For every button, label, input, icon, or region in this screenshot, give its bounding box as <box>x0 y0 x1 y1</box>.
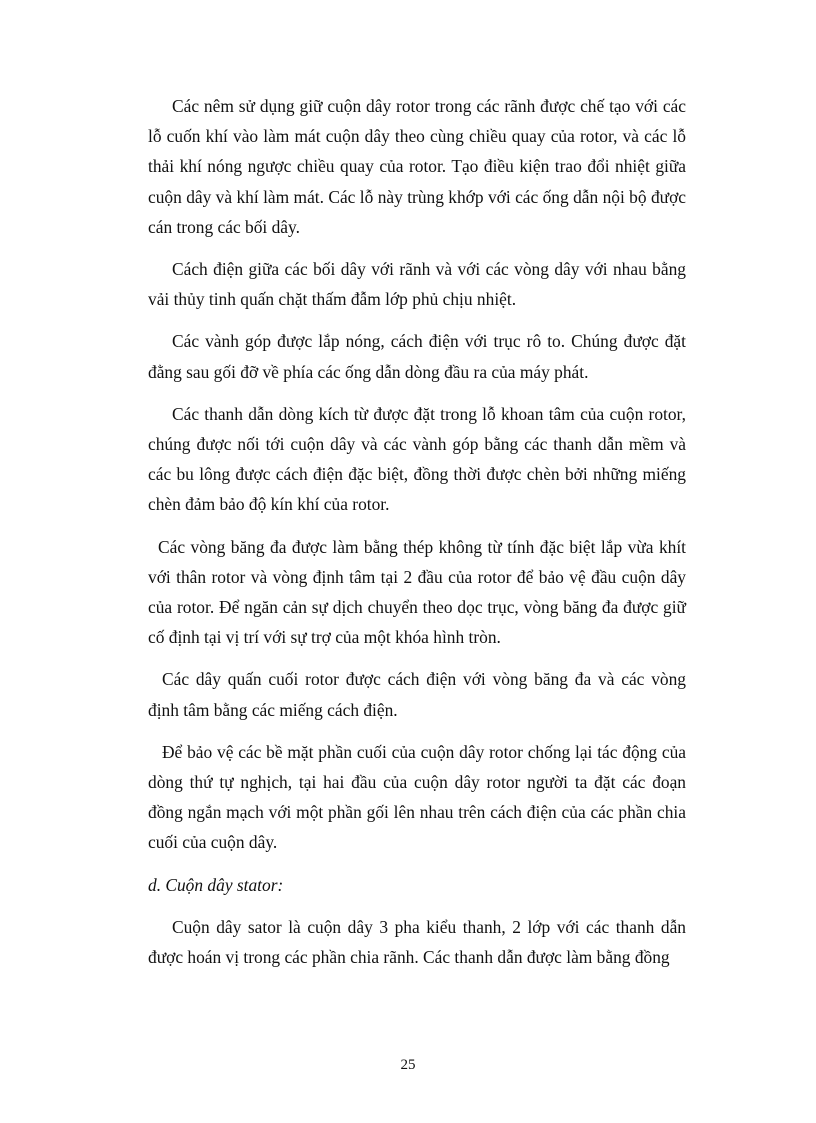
paragraph-rotor-wedges: Các nêm sử dụng giữ cuộn dây rotor trong các rãnh được chế tạo với các lỗ cuốn khí vào làm mát cuộn dây theo cùng chiều quay của rotor, và các lỗ thải khí nóng ngược chiều quay của rotor. Tạo điều kiện trao đổi nhiệt giữa cuộn dây và khí làm mát. Các lỗ này trùng khớp với các ống dẫn nội bộ được cán trong các bối dây. <box>148 96 686 237</box>
section-heading-stator-winding: d. Cuộn dây stator: <box>148 874 284 895</box>
paragraph-excitation-bars: Các thanh dẫn dòng kích từ được đặt trong lỗ khoan tâm của cuộn rotor, chúng được nối tới cuộn dây và các vành góp bằng các thanh dẫn mềm và các bu lông được cách điện đặc biệt, đồng thời được chèn bởi những miếng chèn đảm bảo độ kín khí của rotor. <box>148 403 686 515</box>
paragraph-slip-rings: Các vành góp được lắp nóng, cách điện với trục rô to. Chúng được đặt đằng sau gối đỡ về phía các ống dẫn dòng đầu ra của máy phát. <box>148 331 686 382</box>
paragraph-coil-insulation: Cách điện giữa các bối dây với rãnh và với các vòng dây với nhau bằng vải thủy tinh quấn chặt thấm đẫm lớp phủ chịu nhiệt. <box>148 259 686 310</box>
page-content <box>148 91 686 984</box>
page-number: 25 <box>400 1057 416 1073</box>
paragraph-stator-winding: Cuộn dây sator là cuộn dây 3 pha kiểu thanh, 2 lớp với các thanh dẫn được hoán vị trong các phần chia rãnh. Các thanh dẫn được làm bằng đồng <box>148 916 686 968</box>
paragraph-end-winding-insulation: Các dây quấn cuối rotor được cách điện với vòng băng đa và các vòng định tâm bằng các miếng cách điện. <box>148 669 686 720</box>
paragraph-negative-sequence-protection: Để bảo vệ các bề mặt phần cuối của cuộn dây rotor chống lại tác động của dòng thứ tự nghịch, tại hai đầu của cuộn dây rotor người ta đặt các đoạn đồng ngắn mạch với một phần gối lên nhau trên cách điện của các phần chia cuối của cuộn dây. <box>148 741 686 853</box>
paragraph-retaining-rings: Các vòng băng đa được làm bằng thép không từ tính đặc biệt lắp vừa khít với thân rotor và vòng định tâm tại 2 đầu của rotor để bảo vệ đầu cuộn dây của rotor. Để ngăn cản sự dịch chuyển theo dọc trục, vòng băng đa được giữ cố định tại vị trí với sự trợ của một khóa hình tròn. <box>148 536 686 648</box>
